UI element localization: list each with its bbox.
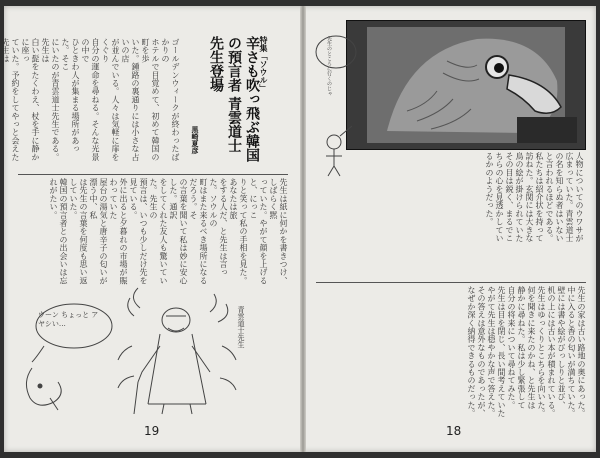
sage-illustration [14, 286, 294, 416]
text-column: 外に出ると夕暮れの市場が賑わっていた [109, 178, 128, 285]
left-bottom-text-block [18, 178, 288, 288]
headline-line1: 辛さも吹っ飛ぶ韓国 [244, 36, 260, 162]
bird-painting-image [347, 21, 585, 149]
text-column: の名を知らぬ者はいない [555, 152, 564, 243]
photo-bubble-text: 先生のところに行くのじゃ [326, 36, 332, 96]
bird-painting-photo [346, 20, 586, 150]
text-column: 預言は、いつも少しだけ先を見ている。 [129, 178, 148, 285]
text-column: 韓国の預言者との出会いは忘れがたい。 [49, 178, 68, 285]
text-column: 先生は目を閉じ、長い間考えていた [497, 286, 506, 418]
section-divider [18, 174, 288, 175]
text-column: 白い髭をたくわえ、杖を手に静かに座っ [21, 38, 40, 161]
text-column: は先生の言葉を何度も思い返していた。 [69, 178, 88, 285]
text-column: 自分の将来について尋ねてみた。 [507, 286, 516, 409]
text-column: 先生の家は古い路地の奥にあった。 [577, 286, 586, 418]
text-column: 鳥の絵が掛けられていた [515, 152, 524, 243]
page-number-left: 19 [144, 424, 160, 438]
text-column: 自分の運命を尋ねる。そんな光景の中で [81, 38, 100, 161]
text-column: やがて先生は穏やかな声で答えた。 [487, 286, 496, 418]
text-column: るかのようだった。 [485, 152, 494, 226]
text-column: の言葉を聞いて私は妙に安心した。通訳 [169, 178, 188, 285]
text-column: その答えは意外なものであったが、 [477, 286, 486, 418]
right-page [306, 6, 596, 452]
text-column: 人物についてのウワサが [575, 152, 584, 243]
text-column: が並んでいる。人々は気軽に扉をくぐり [101, 38, 120, 161]
text-column: 屋台の湯気と唐辛子の匂いが漂う中、私 [89, 178, 108, 285]
text-column: 訪ねた。玄関には大きな [525, 152, 534, 243]
little-figure-sketch [312, 30, 360, 180]
text-column: ひときわ人が集まる場所があった。そこ [61, 38, 80, 153]
left-page [1, 6, 300, 452]
left-top-text-block [1, 38, 180, 168]
right-top-text-block [434, 152, 584, 252]
text-column: 広まっていた。青雲道士 [565, 152, 574, 243]
text-column: 壁には書や絵がびっしりと並び、 [557, 286, 566, 409]
text-column: にいたのが青雲道士先生である。先生は [41, 38, 60, 161]
text-column: その目は鋭く、まるでこ [505, 152, 514, 243]
author-name: 黒崎夏彦 [191, 126, 199, 154]
book-spread [1, 6, 596, 452]
text-column: いた。鍾路の裏通りには小さな占いの店 [121, 38, 140, 161]
text-column: 中に入ると香の匂いが満ちていた。 [567, 286, 576, 418]
text-column: と言われるほどである。 [545, 152, 554, 243]
page-number-right: 18 [446, 424, 462, 438]
text-column: 町はまた来るべき場所になるだろう。そ [189, 178, 208, 285]
text-column: 静かに尋ねた。私は少し緊張して [517, 286, 526, 409]
text-column: ていた。予約をしてやっと会えた先生は [1, 38, 20, 161]
text-column: 私たちは紹介状を持って [535, 152, 544, 243]
headline-line2: の預言者 青雲道士 [226, 36, 242, 153]
series-label: 特集「ソウル」 [259, 36, 268, 92]
text-column: 机の上には古い本が積まれている。 [547, 286, 556, 418]
text-column: ゴールデンウィークが終わったばかりの [161, 38, 180, 161]
sketch-caption: 青雲道士先生 [237, 306, 245, 348]
text-column: 何を聞きに来たのかね、と先生は [527, 286, 536, 409]
right-bottom-text-block [316, 286, 586, 422]
text-column: っていた。やがて顔を上げると、にっこ [249, 178, 268, 285]
text-column: をしてくれた友人も驚いていた。先生の [149, 178, 168, 285]
sketch-bubble-text: ウーン ちょっと アヤシい… [38, 311, 99, 328]
right-section-divider [316, 282, 586, 283]
text-column: りと笑って私の手相を見た。あなたは旅 [229, 178, 248, 285]
text-column: をする人だ、と先生は言った。ソウルの [209, 178, 228, 277]
text-column: なぜか深く納得できるものだった。 [467, 286, 476, 418]
text-column: 先生はゆっくりとこちらを向いた。 [537, 286, 546, 418]
headline-line3: 先生登場 [208, 36, 224, 92]
text-column: ホテルで目覚めて、初めて韓国の町を歩 [141, 38, 160, 161]
text-column: 先生は紙に何かを書きつけ、しばらく黙 [269, 178, 288, 285]
text-column: ちらの心を見透かしてい [495, 152, 504, 243]
